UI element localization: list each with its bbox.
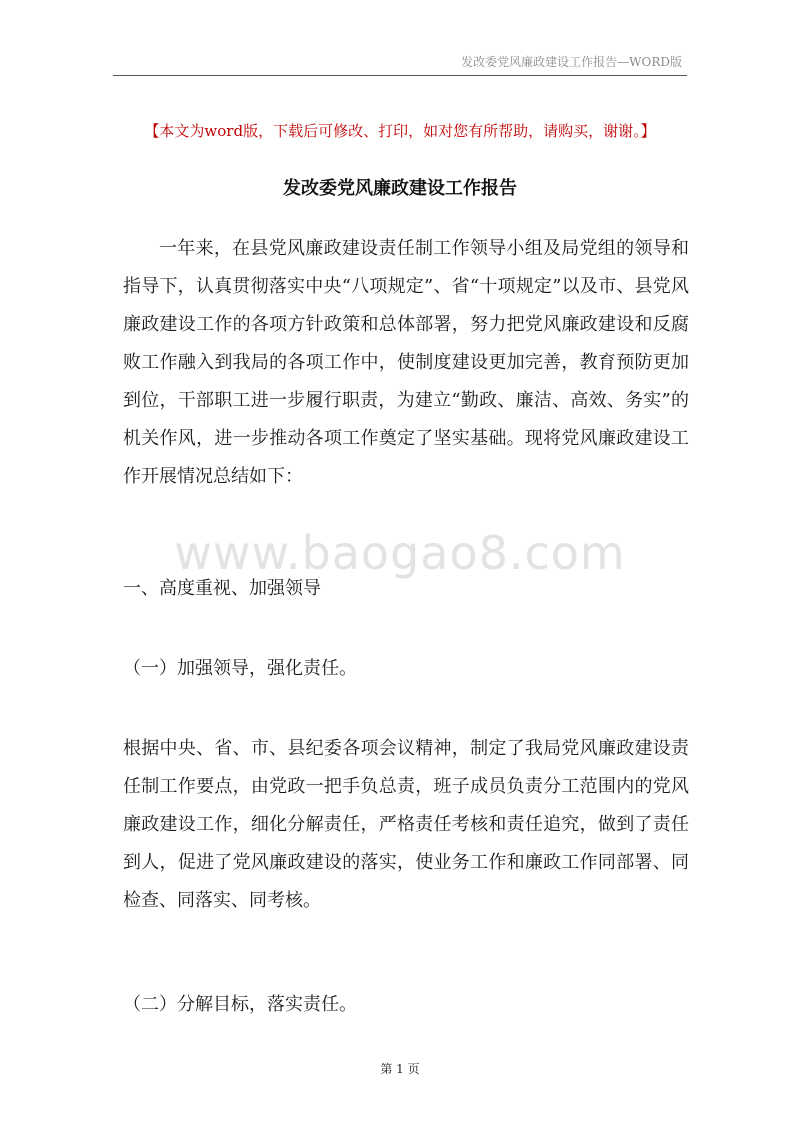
watermark: www.baogao8.com xyxy=(174,526,626,580)
subsection-heading-2: （二）分解目标，落实责任。 xyxy=(123,994,357,1015)
section-heading-1: 一、高度重视、加强领导 xyxy=(123,578,321,599)
subsection-heading-1: （一）加强领导，强化责任。 xyxy=(123,658,357,679)
document-title: 发改委党风廉政建设工作报告 xyxy=(283,178,517,199)
header-divider xyxy=(113,75,687,76)
intro-section xyxy=(123,230,689,496)
running-header: 发改委党风廉政建设工作报告—WORD版 xyxy=(461,55,682,69)
subsection-1-body xyxy=(123,730,689,920)
subsection-1-paragraph: 根据中央、省、市、县纪委各项会议精神，制定了我局党风廉政建设责任制工作要点，由党政一把手负总责，班子成员负责分工范围内的党风廉政建设工作，细化分解责任，严格责任考核和责任追究，做到了责任到人，促进了党风廉政建设的落实，使业务工作和廉政工作同部署、同检查、同落实、同考核。 xyxy=(123,738,689,911)
purchase-notice: 【本文为word版，下载后可修改、打印，如对您有所帮助，请购买，谢谢。】 xyxy=(144,122,656,140)
page-number: 第 1 页 xyxy=(380,1062,420,1076)
intro-paragraph: 一年来，在县党风廉政建设责任制工作领导小组及局党组的领导和指导下，认真贯彻落实中央“八项规定”、省“十项规定”以及市、县党风廉政建设工作的各项方针政策和总体部署，努力把党风廉政建设和反腐败工作融入到我局的各项工作中，使制度建设更加完善，教育预防更加到位，干部职工进一步履行职责，为建立“勤政、廉洁、高效、务实”的机关作风，进一步推动各项工作奠定了坚实基础。现将党风廉政建设工作开展情况总结如下： xyxy=(123,238,689,487)
